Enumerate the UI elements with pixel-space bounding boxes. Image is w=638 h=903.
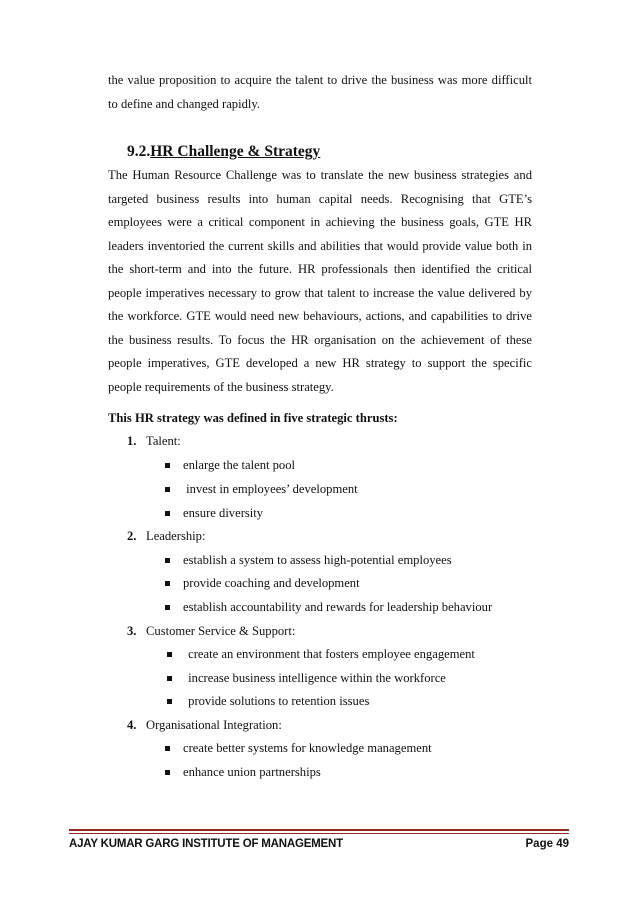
square-bullet-icon [165, 605, 170, 610]
body-paragraph [108, 164, 532, 399]
footer-institute: AJAY KUMAR GARG INSTITUTE OF MANAGEMENT [69, 838, 343, 850]
section-heading [127, 143, 320, 161]
list-item [127, 529, 205, 544]
square-bullet-icon [165, 558, 170, 563]
square-bullet-icon [165, 581, 170, 586]
text-line: the business results. To focus the HR organisation on the achievement of these [108, 332, 532, 347]
text-line: people imperatives, GTE developed a new HR strategy to support the specific [108, 356, 532, 370]
list-number: 1. [127, 434, 137, 448]
text-line: people imperatives necessary to grow that talent to increase the value delivered by [108, 285, 532, 300]
section-title: HR Challenge & Strategy [150, 143, 321, 160]
sub-list-item: ensure diversity [165, 506, 263, 521]
text-line: the value proposition to acquire the talent to drive the business was more difficult [108, 73, 532, 87]
square-bullet-icon [165, 746, 170, 751]
list-number: 4. [127, 718, 137, 732]
sub-list-item: enlarge the talent pool [165, 458, 295, 473]
sub-list-item: establish a system to assess high-potential employees [165, 553, 452, 568]
sub-list-item: create an environment that fosters employee engagement [167, 647, 475, 662]
sub-list-item: create better systems for knowledge management [165, 741, 432, 756]
sub-list-item: establish accountability and rewards for leadership behaviour [165, 600, 492, 615]
footer-page-number: Page 49 [525, 838, 569, 850]
square-bullet-icon [165, 770, 170, 775]
footer-rule-thin [69, 833, 569, 834]
text-line: targeted business results into human capital needs. Recognising that GTE’s [108, 191, 532, 206]
intro-paragraph [108, 69, 532, 116]
list-label: Customer Service & Support: [146, 624, 296, 638]
section-number: 9.2. [127, 143, 151, 160]
square-bullet-icon [165, 463, 170, 468]
square-bullet-icon [165, 511, 170, 516]
text-line: to define and changed rapidly. [108, 96, 260, 111]
sub-list-item: provide coaching and development [165, 576, 360, 591]
text-line: the workforce. GTE would need new behaviours, actions, and capabilities to drive [108, 309, 532, 323]
list-item [127, 434, 181, 449]
thrusts-lead: This HR strategy was defined in five strategic thrusts: [108, 411, 398, 425]
sub-list-item: increase business intelligence within the workforce [167, 671, 446, 686]
footer-rule [69, 829, 569, 831]
list-label: Leadership: [146, 529, 206, 543]
text-line: leaders inventoried the current skills and abilities that would provide value both in [108, 238, 532, 253]
text-line: the short-term and into the future. HR professionals then identified the critical [108, 262, 532, 276]
text-line: The Human Resource Challenge was to translate the new business strategies and [108, 168, 532, 182]
square-bullet-icon [167, 676, 172, 681]
list-number: 3. [127, 624, 137, 638]
square-bullet-icon [165, 487, 170, 492]
text-line: people requirements of the business strategy. [108, 379, 334, 394]
sub-list-item: provide solutions to retention issues [167, 694, 369, 709]
text-line: employees were a critical component in achieving the business goals, GTE HR [108, 215, 532, 229]
square-bullet-icon [167, 699, 172, 704]
list-label: Organisational Integration: [146, 718, 282, 732]
square-bullet-icon [167, 652, 172, 657]
sub-list-item: invest in employees’ development [165, 482, 358, 497]
list-number: 2. [127, 529, 137, 543]
list-label: Talent: [146, 434, 181, 448]
list-item [127, 624, 295, 639]
list-item [127, 718, 282, 733]
sub-list-item: enhance union partnerships [165, 765, 321, 780]
